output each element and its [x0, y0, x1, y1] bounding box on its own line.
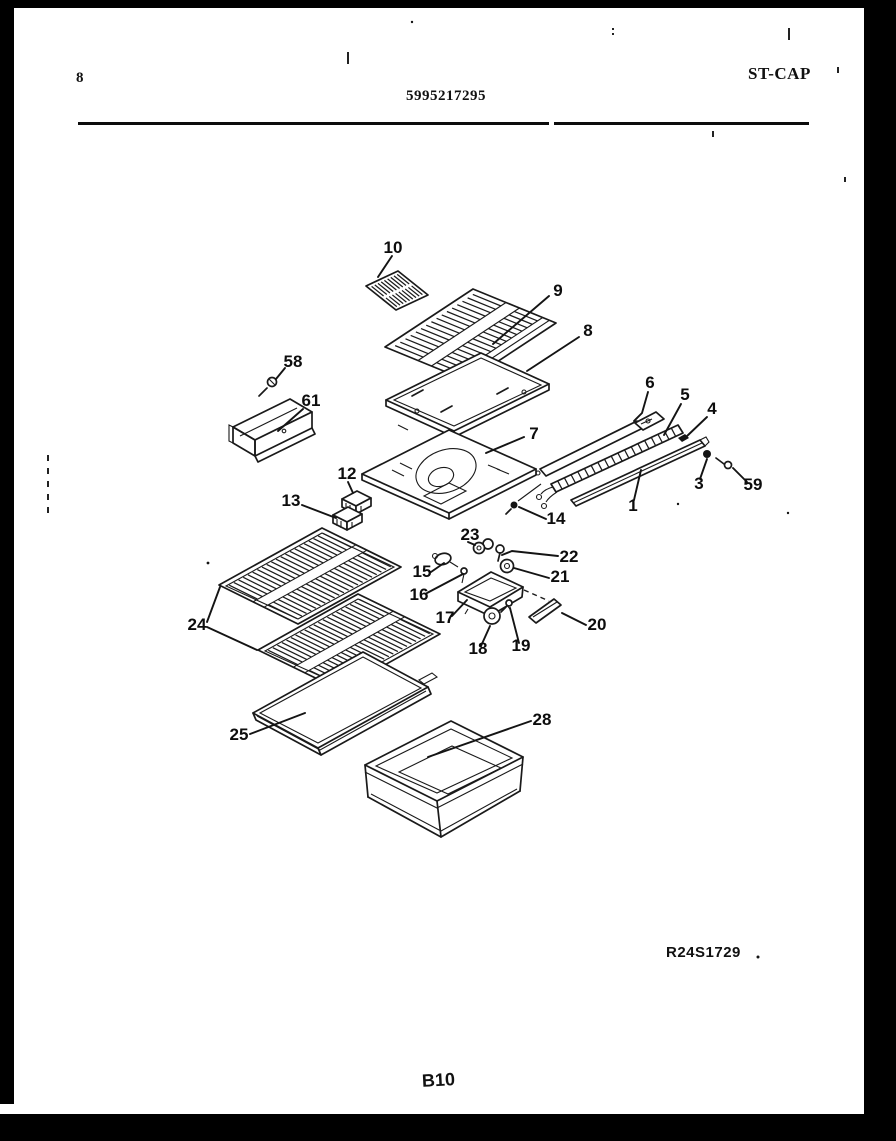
callout-22: 22 — [559, 547, 579, 566]
callout-4: 4 — [707, 399, 717, 418]
callout-19: 19 — [511, 636, 531, 655]
part-15-spring-clip — [433, 552, 459, 567]
callout-61: 61 — [301, 391, 321, 410]
callout-21: 21 — [550, 567, 570, 586]
page-number: 8 — [76, 70, 84, 86]
part-3-nut — [703, 450, 711, 458]
callout-17: 17 — [435, 608, 455, 627]
callout-5: 5 — [680, 385, 690, 404]
callout-59: 59 — [743, 475, 763, 494]
callout-23: 23 — [460, 525, 480, 544]
publication-number: 5995217295 — [406, 88, 486, 104]
callout-12: 12 — [337, 464, 357, 483]
callout-28: 28 — [532, 710, 552, 729]
callout-25: 25 — [229, 725, 249, 744]
callout-24: 24 — [187, 615, 207, 634]
section-code: ST-CAP — [748, 64, 811, 83]
callout-8: 8 — [583, 321, 593, 340]
drawing-number: R24S1729 — [666, 944, 741, 961]
callout-10: 10 — [383, 238, 403, 257]
part-59-clip — [716, 458, 732, 469]
part-28-crisper-pan — [365, 721, 523, 837]
callout-1: 1 — [628, 496, 638, 515]
callout-15: 15 — [412, 562, 432, 581]
part-8-cover-pan — [386, 353, 549, 437]
part-18-washer — [484, 608, 500, 624]
part-22-screw — [496, 545, 504, 561]
callout-58: 58 — [283, 352, 303, 371]
callout-14: 14 — [546, 509, 566, 528]
part-21-grommet — [501, 560, 514, 573]
part-58-screw — [259, 378, 277, 397]
callout-20: 20 — [587, 615, 607, 634]
callout-3: 3 — [694, 474, 704, 493]
callout-16: 16 — [409, 585, 429, 604]
part-10-grille — [366, 271, 428, 310]
part-25-solid-shelf — [253, 652, 437, 755]
callout-18: 18 — [468, 639, 488, 658]
callout-9: 9 — [553, 281, 563, 300]
callout-6: 6 — [645, 373, 655, 392]
callout-13: 13 — [281, 491, 301, 510]
callout-7: 7 — [529, 424, 539, 443]
plate-code: B10 — [421, 1069, 456, 1091]
part-20-mounting-bar — [524, 590, 561, 623]
